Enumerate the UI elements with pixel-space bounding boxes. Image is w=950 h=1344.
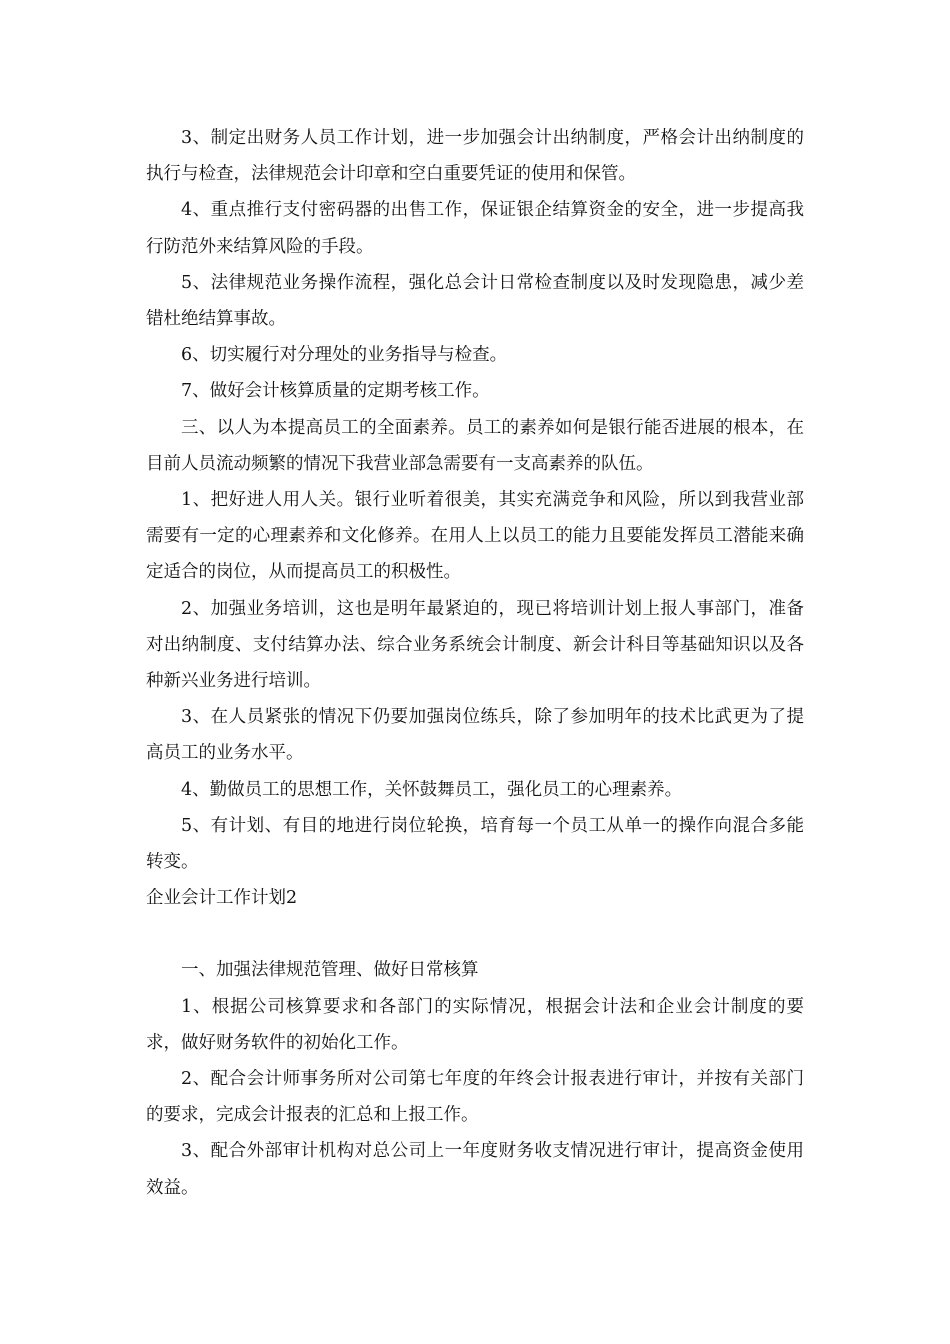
paragraph: 4、勤做员工的思想工作，关怀鼓舞员工，强化员工的心理素养。 bbox=[181, 779, 683, 800]
paragraph: 7、做好会计核算质量的定期考核工作。 bbox=[181, 381, 490, 402]
paragraph: 3、配合外部审计机构对总公司上一年度财务收支情况进行审计，提高资金使用效益。 bbox=[146, 1141, 804, 1198]
paragraph: 5、法律规范业务操作流程，强化总会计日常检查制度以及时发现隐患，减少差错杜绝结算事故。 bbox=[146, 272, 804, 330]
paragraph: 一、加强法律规范管理、做好日常核算 bbox=[181, 960, 479, 981]
paragraph: 2、配合会计师事务所对公司第七年度的年终会计报表进行审计，并按有关部门的要求，完成会计报表的汇总和上报工作。 bbox=[146, 1069, 804, 1126]
paragraph: 5、有计划、有目的地进行岗位轮换，培育每一个员工从单一的操作向混合多能转变。 bbox=[146, 815, 804, 873]
paragraph: 1、把好进人用人关。银行业听着很美，其实充满竞争和风险，所以到我营业部需要有一定的心理素养和文化修养。在用人上以员工的能力且要能发挥员工潜能来确定适合的岗位，从而提高员工的积极性。 bbox=[146, 490, 804, 583]
paragraph: 3、制定出财务人员工作计划，进一步加强会计出纳制度，严格会计出纳制度的执行与检查，法律规范会计印章和空白重要凭证的使用和保管。 bbox=[146, 128, 804, 185]
spacer bbox=[146, 916, 804, 952]
paragraph: 4、重点推行支付密码器的出售工作，保证银企结算资金的安全，进一步提高我行防范外来结算风险的手段。 bbox=[146, 200, 804, 257]
section-title: 企业会计工作计划2 bbox=[146, 888, 298, 909]
paragraph: 1、根据公司核算要求和各部门的实际情况，根据会计法和企业会计制度的要求，做好财务软件的初始化工作。 bbox=[146, 996, 804, 1053]
paragraph: 6、切实履行对分理处的业务指导与检查。 bbox=[181, 345, 508, 366]
paragraph: 三、以人为本提高员工的全面素养。员工的素养如何是银行能否进展的根本，在目前人员流动频繁的情况下我营业部急需要有一支高素养的队伍。 bbox=[146, 417, 804, 474]
paragraph: 3、在人员紧张的情况下仍要加强岗位练兵，除了参加明年的技术比武更为了提高员工的业务水平。 bbox=[146, 707, 804, 764]
paragraph: 2、加强业务培训，这也是明年最紧迫的，现已将培训计划上报人事部门，准备对出纳制度、支付结算办法、综合业务系统会计制度、新会计科目等基础知识以及各种新兴业务进行培训。 bbox=[146, 598, 804, 692]
